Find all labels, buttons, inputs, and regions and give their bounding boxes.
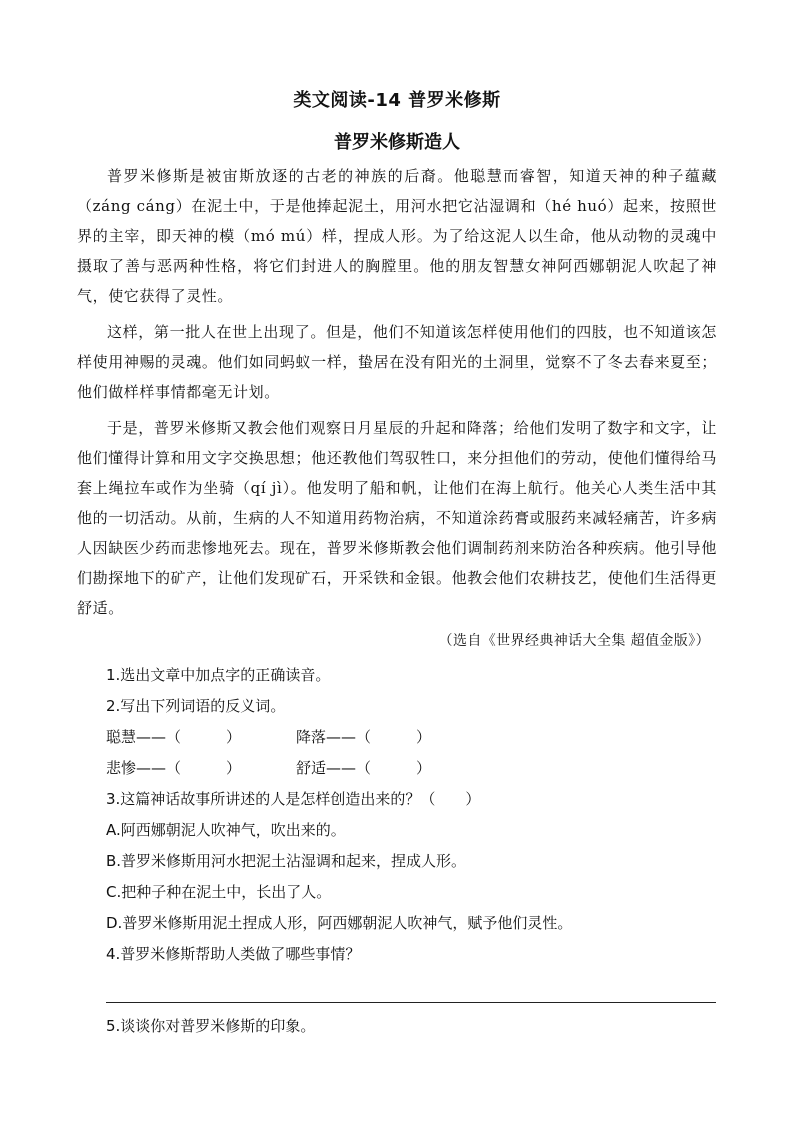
page-title: 类文阅读-14 普罗米修斯 [293, 90, 501, 111]
question-section [106, 660, 716, 1042]
option-d: D.普罗米修斯用泥土捏成人形，阿西娜朝泥人吹神气，赋予他们灵性。 [106, 914, 573, 932]
option-b: B.普罗米修斯用河水把泥土沾湿调和起来，捏成人形。 [106, 852, 467, 870]
option-a: A.阿西娜朝泥人吹神气，吹出来的。 [106, 821, 346, 839]
antonym-row [106, 753, 716, 784]
source-citation: （选自《世界经典神话大全集 超值金版》） [438, 633, 710, 649]
question-4: 4.普罗米修斯帮助人类做了哪些事情？ [106, 945, 361, 963]
question-3: 3.这篇神话故事所讲述的人是怎样创造出来的？（ ） [106, 790, 481, 808]
passage-title: 普罗米修斯造人 [334, 132, 460, 153]
option-c: C.把种子种在泥土中，长出了人。 [106, 883, 332, 901]
passage-paragraph: 这样，第一批人在世上出现了。但是，他们不知道该怎样使用他们的四肢，也不知道该怎样使用神赐的灵魂。他们如同蚂蚁一样，蛰居在没有阳光的土洞里，觉察不了冬去春来夏至；他们做样样事情都毫无计划。 [77, 323, 717, 401]
antonym-item: 聪慧——（ ） [106, 728, 242, 746]
antonym-row [106, 722, 716, 753]
passage-body [77, 161, 717, 629]
antonym-item: 悲惨——（ ） [106, 759, 242, 777]
question-1: 1.选出文章中加点字的正确读音。 [106, 666, 331, 684]
passage-paragraph: 普罗米修斯是被宙斯放逐的古老的神族的后裔。他聪慧而睿智，知道天神的种子蕴藏（záng cáng）在泥土中，于是他捧起泥土，用河水把它沾湿调和（hé huó）起来，按照世界的主宰，即天神的模（mó mú）样，捏成人形。为了给这泥人以生命，他从动物的灵魂中摄取了善与恶两种性格，将它们封进人的胸膛里。他的朋友智慧女神阿西娜朝泥人吹起了神气，使它获得了灵性。 [77, 167, 717, 305]
question-2: 2.写出下列词语的反义词。 [106, 697, 286, 715]
passage-paragraph: 于是，普罗米修斯又教会他们观察日月星辰的升起和降落；给他们发明了数字和文字，让他们懂得计算和用文字交换思想；他还教他们驾驭牲口，来分担他们的劳动，使他们懂得给马套上绳拉车或作为坐骑（qí jì）。他发明了船和帆，让他们在海上航行。他关心人类生活中其他的一切活动。从前，生病的人不知道用药物治病，不知道涂药膏或服药来减轻痛苦，许多病人因缺医少药而悲惨地死去。现在，普罗米修斯教会他们调制药剂来防治各种疾病。他引导他们勘探地下的矿产，让他们发现矿石，开采铁和金银。他教会他们农耕技艺，使他们生活得更舒适。 [77, 419, 717, 617]
antonym-item: 降落——（ ） [296, 728, 432, 746]
question-5: 5.谈谈你对普罗米修斯的印象。 [106, 1017, 316, 1035]
antonym-item: 舒适——（ ） [296, 759, 432, 777]
answer-line [106, 972, 716, 1003]
